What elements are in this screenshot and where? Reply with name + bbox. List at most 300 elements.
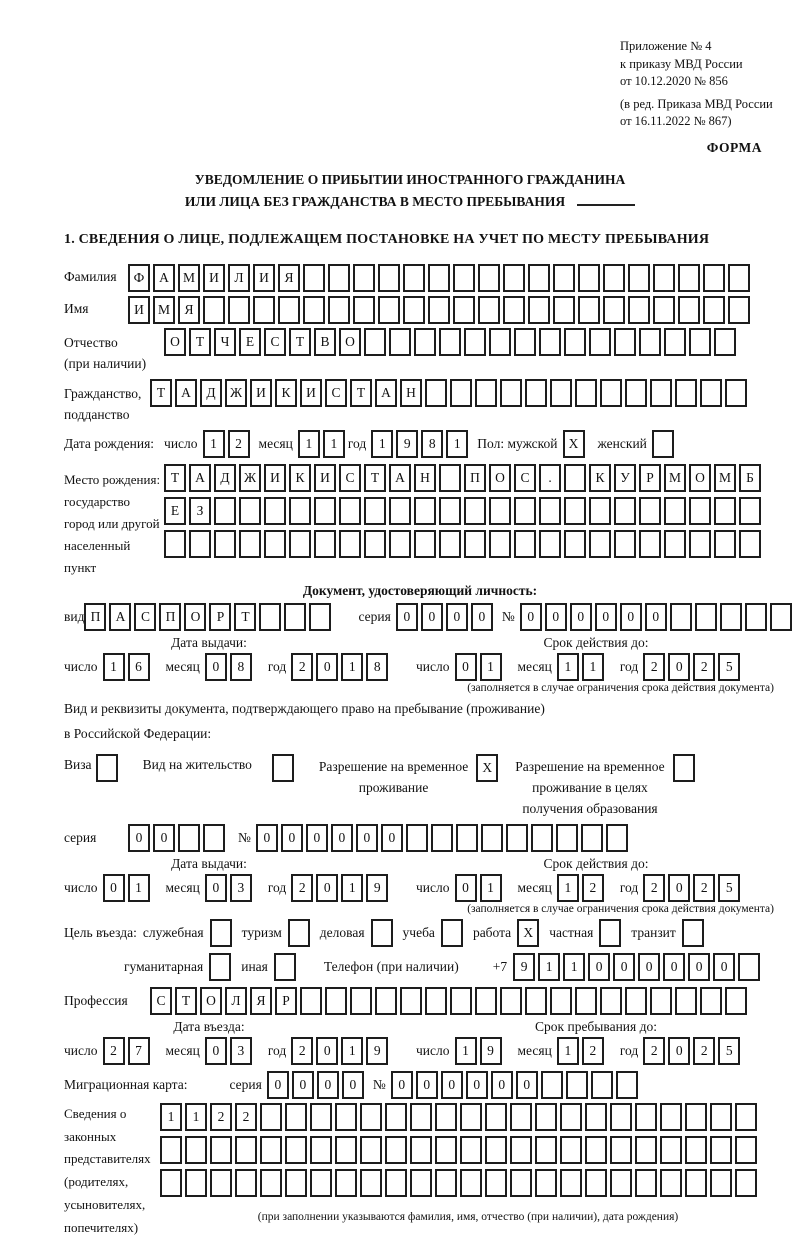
char-cell[interactable] xyxy=(335,1103,357,1131)
residence-series-boxes[interactable] xyxy=(128,824,228,852)
char-cell[interactable] xyxy=(695,603,717,631)
char-cell[interactable] xyxy=(439,328,461,356)
char-cell[interactable] xyxy=(660,1103,682,1131)
char-cell[interactable] xyxy=(264,497,286,525)
char-cell[interactable]: Е xyxy=(239,328,261,356)
char-cell[interactable]: 0 xyxy=(688,953,710,981)
char-cell[interactable] xyxy=(425,987,447,1015)
char-cell[interactable]: 0 xyxy=(128,824,150,852)
char-cell[interactable]: И xyxy=(264,464,286,492)
char-cell[interactable]: 9 xyxy=(480,1037,502,1065)
char-cell[interactable] xyxy=(675,987,697,1015)
char-cell[interactable]: И xyxy=(253,264,275,292)
char-cell[interactable] xyxy=(560,1136,582,1164)
char-cell[interactable] xyxy=(689,530,711,558)
migration-series-boxes[interactable] xyxy=(267,1071,367,1099)
char-cell[interactable]: 2 xyxy=(693,653,715,681)
char-cell[interactable] xyxy=(514,328,536,356)
char-cell[interactable]: Л xyxy=(225,987,247,1015)
char-cell[interactable]: 1 xyxy=(341,653,363,681)
char-cell[interactable]: 0 xyxy=(545,603,567,631)
char-cell[interactable]: 8 xyxy=(366,653,388,681)
profession-boxes[interactable] xyxy=(150,987,750,1015)
char-cell[interactable] xyxy=(575,987,597,1015)
purpose-work-checkbox[interactable] xyxy=(517,919,542,947)
char-cell[interactable] xyxy=(739,530,761,558)
char-cell[interactable]: Е xyxy=(164,497,186,525)
char-cell[interactable]: Т xyxy=(189,328,211,356)
char-cell[interactable]: О xyxy=(489,464,511,492)
char-cell[interactable]: А xyxy=(189,464,211,492)
residence-issue-year-boxes[interactable] xyxy=(291,874,391,902)
char-cell[interactable]: М xyxy=(714,464,736,492)
char-cell[interactable] xyxy=(673,754,695,782)
char-cell[interactable] xyxy=(464,530,486,558)
char-cell[interactable]: 1 xyxy=(557,653,579,681)
char-cell[interactable] xyxy=(364,497,386,525)
char-cell[interactable]: 2 xyxy=(693,1037,715,1065)
char-cell[interactable] xyxy=(500,987,522,1015)
char-cell[interactable]: 0 xyxy=(471,603,493,631)
char-cell[interactable]: П xyxy=(159,603,181,631)
char-cell[interactable] xyxy=(460,1136,482,1164)
char-cell[interactable]: 0 xyxy=(316,653,338,681)
char-cell[interactable]: 1 xyxy=(203,430,225,458)
char-cell[interactable]: 0 xyxy=(516,1071,538,1099)
char-cell[interactable]: 0 xyxy=(267,1071,289,1099)
char-cell[interactable] xyxy=(403,296,425,324)
char-cell[interactable] xyxy=(714,497,736,525)
char-cell[interactable] xyxy=(456,824,478,852)
char-cell[interactable] xyxy=(464,497,486,525)
char-cell[interactable] xyxy=(489,328,511,356)
char-cell[interactable]: Ж xyxy=(239,464,261,492)
char-cell[interactable] xyxy=(485,1169,507,1197)
char-cell[interactable] xyxy=(310,1103,332,1131)
char-cell[interactable] xyxy=(253,296,275,324)
char-cell[interactable]: 0 xyxy=(205,1037,227,1065)
char-cell[interactable]: О xyxy=(200,987,222,1015)
char-cell[interactable] xyxy=(300,987,322,1015)
char-cell[interactable] xyxy=(678,296,700,324)
char-cell[interactable]: 1 xyxy=(341,1037,363,1065)
char-cell[interactable]: А xyxy=(375,379,397,407)
char-cell[interactable] xyxy=(453,296,475,324)
char-cell[interactable]: Т xyxy=(350,379,372,407)
char-cell[interactable] xyxy=(539,530,561,558)
residence-issue-day-boxes[interactable] xyxy=(103,874,153,902)
char-cell[interactable]: Д xyxy=(200,379,222,407)
char-cell[interactable] xyxy=(610,1169,632,1197)
char-cell[interactable] xyxy=(535,1103,557,1131)
char-cell[interactable]: 9 xyxy=(366,1037,388,1065)
char-cell[interactable] xyxy=(325,987,347,1015)
char-cell[interactable]: 7 xyxy=(128,1037,150,1065)
char-cell[interactable] xyxy=(274,953,296,981)
char-cell[interactable]: Ж xyxy=(225,379,247,407)
char-cell[interactable] xyxy=(478,264,500,292)
purpose-official-checkbox[interactable] xyxy=(210,919,235,947)
char-cell[interactable]: С xyxy=(264,328,286,356)
char-cell[interactable]: 2 xyxy=(210,1103,232,1131)
name-boxes[interactable] xyxy=(128,296,753,324)
char-cell[interactable]: С xyxy=(150,987,172,1015)
char-cell[interactable] xyxy=(578,264,600,292)
char-cell[interactable] xyxy=(585,1169,607,1197)
char-cell[interactable]: 0 xyxy=(316,1037,338,1065)
char-cell[interactable] xyxy=(635,1103,657,1131)
char-cell[interactable] xyxy=(603,296,625,324)
char-cell[interactable]: 0 xyxy=(446,603,468,631)
char-cell[interactable]: Ф xyxy=(128,264,150,292)
birth-month-boxes[interactable] xyxy=(298,430,348,458)
char-cell[interactable] xyxy=(589,497,611,525)
char-cell[interactable]: И xyxy=(203,264,225,292)
char-cell[interactable]: 0 xyxy=(455,653,477,681)
char-cell[interactable] xyxy=(285,1169,307,1197)
identity-doc-number-boxes[interactable] xyxy=(520,603,795,631)
char-cell[interactable]: Т xyxy=(234,603,256,631)
char-cell[interactable]: Т xyxy=(175,987,197,1015)
char-cell[interactable] xyxy=(639,497,661,525)
char-cell[interactable] xyxy=(435,1169,457,1197)
representatives-row2-boxes[interactable] xyxy=(160,1136,760,1164)
char-cell[interactable] xyxy=(531,824,553,852)
char-cell[interactable] xyxy=(414,530,436,558)
char-cell[interactable]: 2 xyxy=(291,1037,313,1065)
char-cell[interactable]: 0 xyxy=(613,953,635,981)
char-cell[interactable] xyxy=(310,1136,332,1164)
char-cell[interactable]: 3 xyxy=(230,874,252,902)
char-cell[interactable] xyxy=(500,379,522,407)
char-cell[interactable] xyxy=(650,987,672,1015)
residence-expiry-year-boxes[interactable] xyxy=(643,874,743,902)
char-cell[interactable] xyxy=(639,530,661,558)
char-cell[interactable] xyxy=(510,1169,532,1197)
stay-until-month-boxes[interactable] xyxy=(557,1037,607,1065)
char-cell[interactable]: 0 xyxy=(668,1037,690,1065)
char-cell[interactable]: 1 xyxy=(563,953,585,981)
char-cell[interactable] xyxy=(560,1103,582,1131)
char-cell[interactable]: 1 xyxy=(185,1103,207,1131)
char-cell[interactable]: 3 xyxy=(230,1037,252,1065)
patronymic-boxes[interactable] xyxy=(164,328,739,356)
char-cell[interactable] xyxy=(506,824,528,852)
char-cell[interactable]: 8 xyxy=(421,430,443,458)
char-cell[interactable] xyxy=(585,1136,607,1164)
char-cell[interactable] xyxy=(439,497,461,525)
char-cell[interactable]: 0 xyxy=(292,1071,314,1099)
char-cell[interactable] xyxy=(339,497,361,525)
char-cell[interactable] xyxy=(239,530,261,558)
stay-until-day-boxes[interactable] xyxy=(455,1037,505,1065)
char-cell[interactable] xyxy=(564,530,586,558)
char-cell[interactable] xyxy=(660,1136,682,1164)
char-cell[interactable]: X xyxy=(476,754,498,782)
birth-place-row3-boxes[interactable] xyxy=(164,530,764,558)
char-cell[interactable]: 2 xyxy=(228,430,250,458)
char-cell[interactable]: 0 xyxy=(416,1071,438,1099)
char-cell[interactable] xyxy=(725,987,747,1015)
char-cell[interactable] xyxy=(535,1136,557,1164)
char-cell[interactable] xyxy=(564,497,586,525)
char-cell[interactable] xyxy=(464,328,486,356)
char-cell[interactable] xyxy=(503,264,525,292)
char-cell[interactable] xyxy=(435,1136,457,1164)
char-cell[interactable]: 2 xyxy=(582,1037,604,1065)
birth-place-row1-boxes[interactable] xyxy=(164,464,764,492)
char-cell[interactable]: 2 xyxy=(103,1037,125,1065)
char-cell[interactable] xyxy=(635,1169,657,1197)
stay-until-year-boxes[interactable] xyxy=(643,1037,743,1065)
char-cell[interactable] xyxy=(589,530,611,558)
char-cell[interactable]: 1 xyxy=(557,874,579,902)
char-cell[interactable] xyxy=(214,497,236,525)
char-cell[interactable] xyxy=(378,264,400,292)
char-cell[interactable] xyxy=(160,1169,182,1197)
char-cell[interactable] xyxy=(335,1136,357,1164)
char-cell[interactable]: Я xyxy=(278,264,300,292)
char-cell[interactable] xyxy=(553,264,575,292)
identity-issue-month-boxes[interactable] xyxy=(205,653,255,681)
char-cell[interactable]: 5 xyxy=(718,874,740,902)
char-cell[interactable]: 1 xyxy=(298,430,320,458)
char-cell[interactable] xyxy=(210,1136,232,1164)
char-cell[interactable] xyxy=(539,497,561,525)
char-cell[interactable] xyxy=(310,1169,332,1197)
birth-day-boxes[interactable] xyxy=(203,430,253,458)
char-cell[interactable]: К xyxy=(589,464,611,492)
char-cell[interactable]: 1 xyxy=(480,874,502,902)
char-cell[interactable]: 0 xyxy=(205,653,227,681)
char-cell[interactable] xyxy=(489,497,511,525)
char-cell[interactable] xyxy=(510,1136,532,1164)
char-cell[interactable]: А xyxy=(175,379,197,407)
char-cell[interactable]: А xyxy=(153,264,175,292)
citizenship-boxes[interactable] xyxy=(150,379,750,407)
char-cell[interactable] xyxy=(670,603,692,631)
char-cell[interactable]: А xyxy=(109,603,131,631)
char-cell[interactable] xyxy=(581,824,603,852)
char-cell[interactable]: С xyxy=(339,464,361,492)
char-cell[interactable] xyxy=(278,296,300,324)
char-cell[interactable] xyxy=(453,264,475,292)
char-cell[interactable]: 5 xyxy=(718,1037,740,1065)
char-cell[interactable]: М xyxy=(178,264,200,292)
char-cell[interactable] xyxy=(735,1103,757,1131)
char-cell[interactable] xyxy=(460,1169,482,1197)
char-cell[interactable]: 0 xyxy=(103,874,125,902)
char-cell[interactable] xyxy=(264,530,286,558)
char-cell[interactable] xyxy=(185,1136,207,1164)
char-cell[interactable] xyxy=(528,296,550,324)
char-cell[interactable] xyxy=(410,1136,432,1164)
char-cell[interactable] xyxy=(385,1103,407,1131)
char-cell[interactable] xyxy=(160,1136,182,1164)
purpose-tourism-checkbox[interactable] xyxy=(288,919,313,947)
char-cell[interactable] xyxy=(625,379,647,407)
char-cell[interactable] xyxy=(235,1136,257,1164)
char-cell[interactable] xyxy=(728,264,750,292)
char-cell[interactable] xyxy=(685,1103,707,1131)
char-cell[interactable]: В xyxy=(314,328,336,356)
identity-expiry-year-boxes[interactable] xyxy=(643,653,743,681)
char-cell[interactable] xyxy=(714,328,736,356)
char-cell[interactable] xyxy=(328,296,350,324)
char-cell[interactable] xyxy=(260,1169,282,1197)
char-cell[interactable] xyxy=(328,264,350,292)
char-cell[interactable] xyxy=(503,296,525,324)
identity-issue-day-boxes[interactable] xyxy=(103,653,153,681)
char-cell[interactable]: О xyxy=(184,603,206,631)
char-cell[interactable]: Н xyxy=(414,464,436,492)
entry-day-boxes[interactable] xyxy=(103,1037,153,1065)
sex-female-checkbox[interactable] xyxy=(652,430,677,458)
char-cell[interactable]: 2 xyxy=(643,874,665,902)
char-cell[interactable] xyxy=(635,1136,657,1164)
char-cell[interactable]: М xyxy=(664,464,686,492)
char-cell[interactable]: 0 xyxy=(342,1071,364,1099)
char-cell[interactable]: 0 xyxy=(491,1071,513,1099)
char-cell[interactable] xyxy=(259,603,281,631)
char-cell[interactable] xyxy=(685,1169,707,1197)
char-cell[interactable] xyxy=(599,919,621,947)
char-cell[interactable]: 1 xyxy=(582,653,604,681)
char-cell[interactable]: Б xyxy=(739,464,761,492)
representatives-row1-boxes[interactable] xyxy=(160,1103,760,1131)
char-cell[interactable]: 0 xyxy=(595,603,617,631)
char-cell[interactable] xyxy=(725,379,747,407)
char-cell[interactable]: 6 xyxy=(128,653,150,681)
char-cell[interactable] xyxy=(209,953,231,981)
char-cell[interactable] xyxy=(478,296,500,324)
sex-male-checkbox[interactable] xyxy=(563,430,588,458)
char-cell[interactable] xyxy=(575,379,597,407)
char-cell[interactable] xyxy=(628,264,650,292)
phone-boxes[interactable] xyxy=(513,953,763,981)
char-cell[interactable]: А xyxy=(389,464,411,492)
char-cell[interactable]: 0 xyxy=(356,824,378,852)
char-cell[interactable]: Д xyxy=(214,464,236,492)
char-cell[interactable]: Т xyxy=(164,464,186,492)
char-cell[interactable]: О xyxy=(689,464,711,492)
char-cell[interactable] xyxy=(460,1103,482,1131)
char-cell[interactable] xyxy=(450,987,472,1015)
char-cell[interactable]: 0 xyxy=(668,874,690,902)
char-cell[interactable] xyxy=(210,1169,232,1197)
char-cell[interactable]: 0 xyxy=(317,1071,339,1099)
char-cell[interactable] xyxy=(475,987,497,1015)
char-cell[interactable] xyxy=(314,530,336,558)
char-cell[interactable] xyxy=(400,987,422,1015)
char-cell[interactable] xyxy=(553,296,575,324)
char-cell[interactable]: Р xyxy=(275,987,297,1015)
identity-expiry-day-boxes[interactable] xyxy=(455,653,505,681)
char-cell[interactable] xyxy=(564,328,586,356)
char-cell[interactable]: П xyxy=(84,603,106,631)
char-cell[interactable]: О xyxy=(164,328,186,356)
char-cell[interactable]: 0 xyxy=(281,824,303,852)
char-cell[interactable]: 1 xyxy=(323,430,345,458)
char-cell[interactable]: Р xyxy=(209,603,231,631)
birth-year-boxes[interactable] xyxy=(371,430,471,458)
char-cell[interactable] xyxy=(435,1103,457,1131)
char-cell[interactable]: 0 xyxy=(620,603,642,631)
char-cell[interactable] xyxy=(703,264,725,292)
char-cell[interactable] xyxy=(272,754,294,782)
char-cell[interactable]: 1 xyxy=(557,1037,579,1065)
char-cell[interactable]: 1 xyxy=(480,653,502,681)
char-cell[interactable] xyxy=(600,379,622,407)
identity-issue-year-boxes[interactable] xyxy=(291,653,391,681)
char-cell[interactable] xyxy=(489,530,511,558)
char-cell[interactable] xyxy=(589,328,611,356)
char-cell[interactable] xyxy=(735,1136,757,1164)
char-cell[interactable]: И xyxy=(314,464,336,492)
char-cell[interactable]: 0 xyxy=(588,953,610,981)
residence-permit-checkbox[interactable] xyxy=(272,754,297,782)
char-cell[interactable] xyxy=(610,1136,632,1164)
char-cell[interactable]: 0 xyxy=(306,824,328,852)
surname-boxes[interactable] xyxy=(128,264,753,292)
identity-doc-series-boxes[interactable] xyxy=(396,603,496,631)
char-cell[interactable] xyxy=(289,497,311,525)
char-cell[interactable]: 0 xyxy=(466,1071,488,1099)
char-cell[interactable]: Л xyxy=(228,264,250,292)
char-cell[interactable] xyxy=(514,497,536,525)
char-cell[interactable]: 0 xyxy=(663,953,685,981)
char-cell[interactable] xyxy=(303,296,325,324)
char-cell[interactable] xyxy=(578,296,600,324)
char-cell[interactable] xyxy=(541,1071,563,1099)
representatives-row3-boxes[interactable] xyxy=(160,1169,760,1197)
char-cell[interactable] xyxy=(360,1169,382,1197)
char-cell[interactable]: 0 xyxy=(638,953,660,981)
birth-place-row2-boxes[interactable] xyxy=(164,497,764,525)
char-cell[interactable]: М xyxy=(153,296,175,324)
char-cell[interactable] xyxy=(539,328,561,356)
char-cell[interactable] xyxy=(614,530,636,558)
char-cell[interactable] xyxy=(414,328,436,356)
char-cell[interactable]: И xyxy=(300,379,322,407)
char-cell[interactable] xyxy=(288,919,310,947)
char-cell[interactable] xyxy=(514,530,536,558)
char-cell[interactable] xyxy=(616,1071,638,1099)
char-cell[interactable]: 1 xyxy=(538,953,560,981)
char-cell[interactable] xyxy=(353,296,375,324)
char-cell[interactable] xyxy=(614,328,636,356)
char-cell[interactable]: 2 xyxy=(693,874,715,902)
char-cell[interactable]: 0 xyxy=(381,824,403,852)
identity-expiry-month-boxes[interactable] xyxy=(557,653,607,681)
char-cell[interactable] xyxy=(710,1169,732,1197)
char-cell[interactable]: X xyxy=(563,430,585,458)
char-cell[interactable] xyxy=(385,1136,407,1164)
purpose-study-checkbox[interactable] xyxy=(441,919,466,947)
char-cell[interactable] xyxy=(525,987,547,1015)
char-cell[interactable]: 0 xyxy=(391,1071,413,1099)
char-cell[interactable]: 0 xyxy=(713,953,735,981)
purpose-transit-checkbox[interactable] xyxy=(682,919,707,947)
char-cell[interactable]: 0 xyxy=(205,874,227,902)
char-cell[interactable] xyxy=(550,379,572,407)
char-cell[interactable]: З xyxy=(189,497,211,525)
char-cell[interactable] xyxy=(475,379,497,407)
temp-permit-checkbox[interactable] xyxy=(476,754,501,782)
char-cell[interactable] xyxy=(700,987,722,1015)
char-cell[interactable] xyxy=(339,530,361,558)
char-cell[interactable] xyxy=(371,919,393,947)
